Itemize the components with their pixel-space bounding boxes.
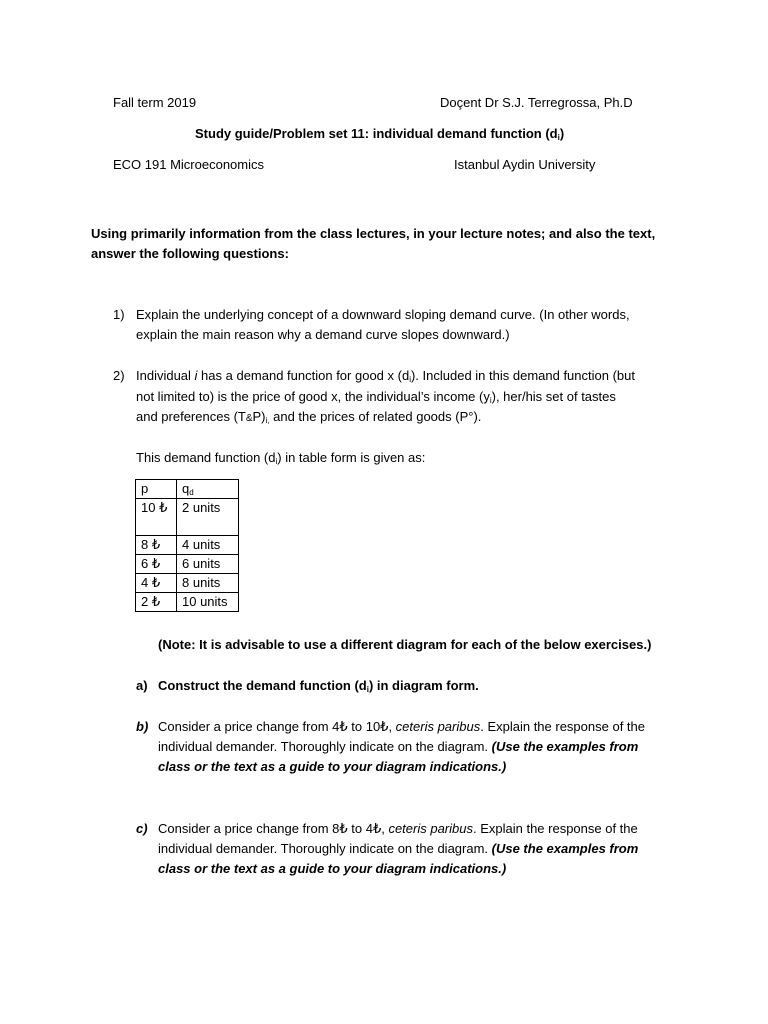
part-c-line-1: Consider a price change from 8₺ to 4₺, ceteris paribus. Explain the response of the (158, 821, 638, 836)
question-1-number: 1) (113, 307, 125, 322)
intro-line-1: Using primarily information from the class lectures, in your lecture notes; and also the text, (91, 226, 656, 241)
quantity-cell: 6 units (177, 555, 239, 574)
question-2-number: 2) (113, 368, 125, 383)
table-row (136, 499, 239, 536)
part-b-label: b) (136, 719, 149, 734)
table-row (136, 593, 239, 612)
quantity-cell: 4 units (177, 536, 239, 555)
part-c-line-3: class or the text as a guide to your diagram indications.) (158, 861, 507, 876)
table-intro: This demand function $(d_i)$ in table form is given as: (136, 450, 426, 466)
page-title: Study guide/Problem set 11: individual demand function $(d_i)$ (195, 126, 565, 142)
table-row (136, 555, 239, 574)
part-a-label: a) (136, 678, 148, 693)
note-text: (Note: It is advisable to use a different diagram for each of the below exercises.) (158, 637, 652, 652)
part-c-line-2: individual demander. Thoroughly indicate on the diagram. (Use the examples from (158, 841, 639, 856)
question-2-line-2: not limited to) is the price of good x, the individual’s income $(y_i)$, her/his set of tastes (136, 389, 616, 405)
question-2-line-3: and preferences $(T\&P)_{i,}$ and the prices of related goods (P°). (136, 409, 482, 425)
quantity-cell: 2 units (177, 499, 239, 536)
question-1-line-2: explain the main reason why a demand curve slopes downward.) (136, 327, 510, 342)
price-cell: 6 ₺ (136, 555, 177, 574)
question-2-line-1: Individual i has a demand function for good x $(d_i)$. Included in this demand function (but (136, 368, 635, 384)
header-price: p (136, 480, 177, 499)
price-cell: 10 ₺ (136, 499, 177, 536)
demand-table (135, 479, 239, 612)
part-a-text: Construct the demand function $(d_i)$ in diagram form. (158, 678, 479, 694)
price-cell: 8 ₺ (136, 536, 177, 555)
question-1-line-1: Explain the underlying concept of a downward sloping demand curve. (In other words, (136, 307, 630, 322)
price-cell: 4 ₺ (136, 574, 177, 593)
table-row (136, 536, 239, 555)
course-label: ECO 191 Microeconomics (113, 157, 264, 172)
table-header-row (136, 480, 239, 499)
term-label: Fall term 2019 (113, 95, 197, 110)
header-quantity: $q_d$ (177, 480, 239, 499)
quantity-cell: 10 units (177, 593, 239, 612)
intro-line-2: answer the following questions: (91, 246, 289, 261)
part-b-line-1: Consider a price change from 4₺ to 10₺, ceteris paribus. Explain the response of the (158, 719, 645, 734)
price-cell: 2 ₺ (136, 593, 177, 612)
quantity-cell: 8 units (177, 574, 239, 593)
table-row (136, 574, 239, 593)
part-c-label: c) (136, 821, 148, 836)
part-b-line-3: class or the text as a guide to your diagram indications.) (158, 759, 507, 774)
part-b-line-2: individual demander. Thoroughly indicate on the diagram. (Use the examples from (158, 739, 639, 754)
university-label: Istanbul Aydin University (454, 157, 596, 172)
author-label: Doçent Dr S.J. Terregrossa, Ph.D (440, 95, 633, 110)
